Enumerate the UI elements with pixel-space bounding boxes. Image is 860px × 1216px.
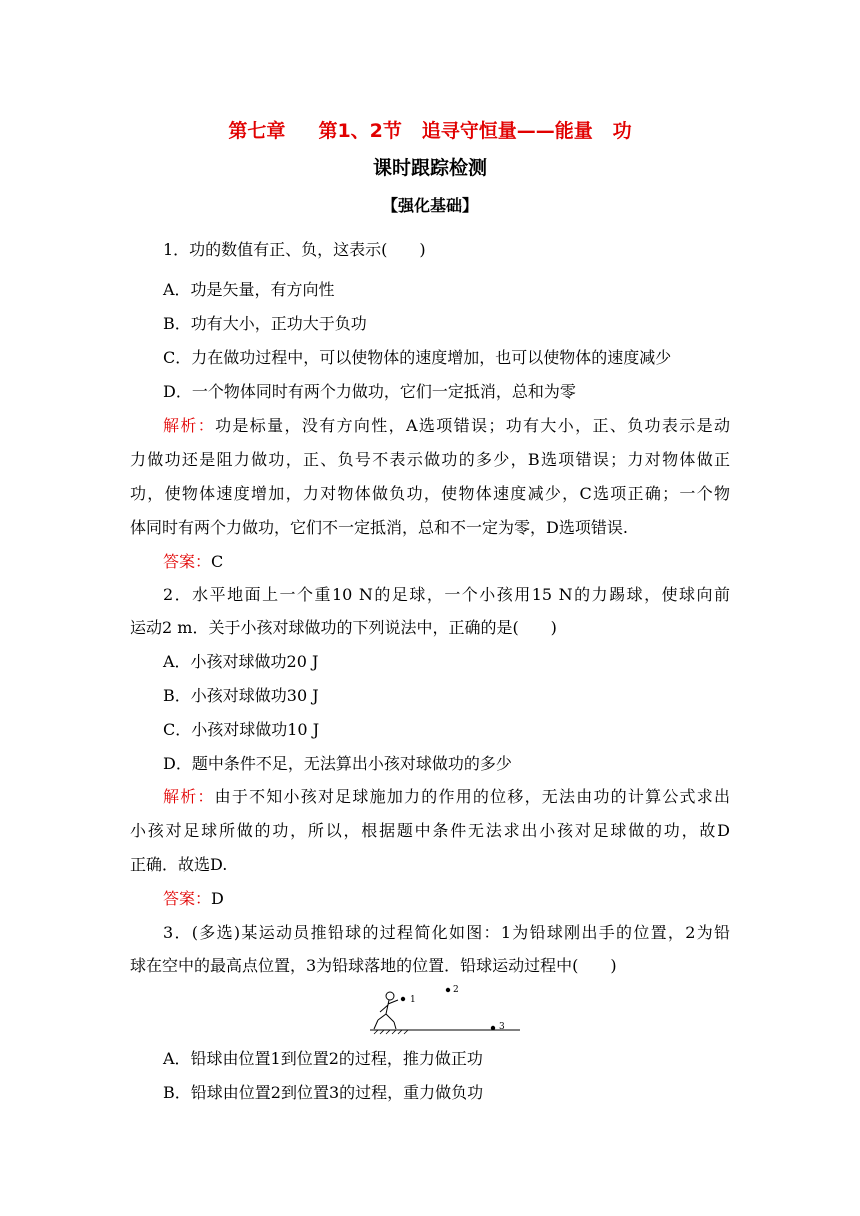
ground-hatching [374, 1030, 408, 1034]
question-2-analysis-line-3: 正确．故选D. [130, 855, 228, 874]
question-1-analysis-line-1: 解析：功是标量，没有方向性，A选项错误；功有大小，正、负功表示是动 [163, 416, 730, 435]
analysis-label: 解析： [163, 787, 215, 806]
position-1-label: 1 [410, 995, 416, 1005]
question-2-option-a: A．小孩对球做功20 J [163, 652, 319, 671]
question-2-option-d: D．题中条件不足，无法算出小孩对球做功的多少 [163, 754, 512, 773]
question-1-option-c: C．力在做功过程中，可以使物体的速度增加，也可以使物体的速度减少 [163, 348, 672, 367]
chapter-number: 第七章 [228, 120, 286, 142]
answer-label: 答案： [163, 889, 212, 908]
position-3-label: 3 [499, 1022, 505, 1032]
analysis-label: 解析： [163, 416, 216, 435]
question-1-stem: 1．功的数值有正、负，这表示( ) [163, 240, 426, 259]
lesson-topic: 功 [612, 120, 632, 142]
chapter-title [0, 116, 860, 143]
question-2-analysis-line-2: 小孩对足球所做的功，所以，根据题中条件无法求出小孩对足球做的功，故D [130, 821, 730, 840]
athlete-figure [374, 992, 398, 1029]
question-1-option-b: B．功有大小，正功大于负功 [163, 314, 367, 333]
question-3-option-b: B．铅球由位置2到位置3的过程，重力做负功 [163, 1083, 484, 1102]
answer-value: D [211, 889, 224, 908]
question-2-stem-line-1: 2．水平地面上一个重10 N的足球，一个小孩用15 N的力踢球，使球向前 [163, 585, 730, 604]
question-1-analysis-line-3: 功，使物体速度增加，力对物体做负功，使物体速度减少，C选项正确；一个物 [130, 484, 730, 503]
question-3-stem-line-2: 球在空中的最高点位置，3为铅球落地的位置．铅球运动过程中( ) [130, 956, 617, 975]
shot-position-1 [401, 997, 405, 1001]
question-3-option-a: A．铅球由位置1到位置2的过程，推力做正功 [163, 1049, 483, 1068]
position-2-label: 2 [453, 985, 459, 995]
section-number: 第1、2节 [318, 120, 402, 142]
question-1-analysis-line-2: 力做功还是阻力做功，正、负号不表示做功的多少，B选项错误；力对物体做正 [130, 450, 730, 469]
question-1-option-d: D．一个物体同时有两个力做功，它们一定抵消，总和为零 [163, 382, 576, 401]
page-subtitle: 课时跟踪检测 [372, 157, 487, 179]
section-heading: 【强化基础】 [381, 196, 478, 215]
question-1-option-a: A．功是矢量，有方向性 [163, 280, 335, 299]
question-1-analysis-line-4: 体同时有两个力做功，它们不一定抵消，总和不一定为零，D选项错误. [130, 518, 628, 537]
question-1-answer [163, 551, 763, 573]
shot-position-2 [446, 988, 450, 992]
question-3-stem-line-1: 3．(多选)某运动员推铅球的过程简化如图：1为铅球刚出手的位置，2为铅 [163, 923, 730, 942]
question-2-stem-line-2: 运动2 m．关于小孩对球做功的下列说法中，正确的是( ) [130, 618, 557, 637]
question-2-option-c: C．小孩对球做功10 J [163, 720, 320, 739]
answer-label: 答案： [163, 552, 212, 571]
lesson-name: 追寻守恒量——能量 [421, 120, 593, 142]
question-2-answer [163, 888, 763, 910]
answer-value: C [211, 552, 224, 571]
question-2-option-b: B．小孩对球做功30 J [163, 686, 319, 705]
question-2-analysis-line-1: 解析：由于不知小孩对足球施加力的作用的位移，无法由功的计算公式求出 [163, 787, 730, 806]
shot-put-figure [368, 982, 528, 1038]
shot-position-3 [491, 1026, 495, 1030]
